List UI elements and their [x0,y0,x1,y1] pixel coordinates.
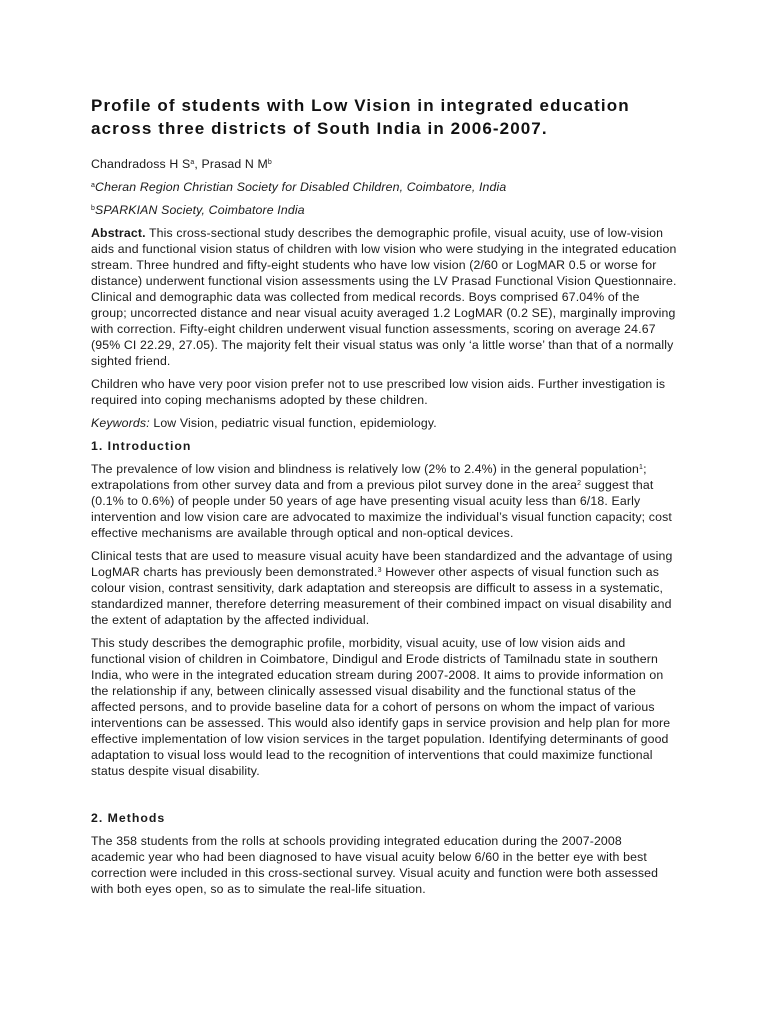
body-text: Clinical tests that are used to measure visual acuity have been standardized and the advantage of using LogMAR charts has previously been demonstrated. [91,549,673,579]
abstract-paragraph-2: Children who have very poor vision prefer not to use prescribed low vision aids. Further investigation is required into coping mechanisms adopted by these children. [91,377,666,407]
author-name: Chandradoss H S [91,157,191,171]
section-heading-methods: 2. Methods [91,811,166,825]
intro-paragraph-3: This study describes the demographic profile, morbidity, visual acuity, use of low vision aids and functional vision of children in Coimbatore, Dindigul and Erode districts of Tamilnadu state in southern India, who were in the integrated education stream during 2007-2008. It aims to provide information on the relationship if any, between clinically assessed visual disability and the functional status of the affected persons, and to provide baseline data for a cohort of persons on whom the impact of various interventions can be assessed. This would also identify gaps in service provision and help plan for more effective implementation of low vision services in the target population. Identifying determinants of good adaptation to visual loss would lead to the recognition of interventions that could maximize functional status despite visual disability. [91,636,671,778]
body-text: However other aspects of visual function such as colour vision, contrast sensitivity, dark adaptation and stereopsis are difficult to assess in a systematic, standardized manner, therefore deterring measurement of their combined impact on visual disability and the extent of adaptation by the affected individual. [91,565,672,627]
author-separator: , [194,157,202,171]
citation-mark: 1 [639,464,644,471]
affiliation-text: Cheran Region Christian Society for Disabled Children, Coimbatore, India [95,180,507,194]
keywords-label: Keywords: [91,416,150,430]
body-text: ; extrapolations from other survey data and from a previous pilot survey done in the area [91,462,647,492]
section-heading-introduction: 1. Introduction [91,439,192,453]
abstract-text: This cross-sectional study describes the demographic profile, visual acuity, use of low-vision aids and functional vision status of children with low vision who were studying in the integrated education stream. Three hundred and fifty-eight students who have low vision (2/60 or LogMAR 0.5 or worse for distance) underwent functional vision assessments using the LV Prasad Functional Vision Questionnaire. Clinical and demographic data was collected from medical records. Boys comprised 67.04% of the group; uncorrected distance and near visual acuity averaged 1.2 LogMAR (0.2 SE), marginally improving with correction. Fifty-eight children underwent visual function assessments, scoring on average 24.67 (95% CI 22.29, 27.05). The majority felt their visual status was only ‘a little worse’ than that of a normally sighted friend. [91,226,677,368]
body-text: suggest that (0.1% to 0.6%) of people under 50 years of age have presenting visual acuity less than 6/18. Early intervention and low vision care are advocated to maximize the individual’s visual function capacity; cost effective mechanisms are available through optical and non-optical devices. [91,478,672,540]
author-affiliation-mark: b [267,159,272,166]
affiliation-mark: a [91,182,96,189]
author-name: Prasad N M [201,157,268,171]
affiliation [91,202,677,218]
citation-mark: 2 [577,480,582,487]
author-line [91,156,677,172]
citation-mark: 3 [377,567,382,574]
paper-title: Profile of students with Low Vision in integrated education across three districts of South India in 2006-2007. [91,96,630,138]
keywords-line [91,415,677,431]
section-spacer [91,786,677,810]
paper-page [91,94,677,904]
body-text: The prevalence of low vision and blindness is relatively low (2% to 2.4%) in the general population [91,462,640,476]
abstract-label: Abstract. [91,226,146,240]
abstract-paragraph [91,225,677,369]
intro-paragraph-2 [91,548,677,628]
keywords-text: Low Vision, pediatric visual function, epidemiology. [149,416,437,430]
methods-paragraph-1: The 358 students from the rolls at schools providing integrated education during the 2007-2008 academic year who had been diagnosed to have visual acuity below 6/60 in the better eye with best correction were included in this cross-sectional survey. Visual acuity and function were both assessed with both eyes open, so as to simulate the real-life situation. [91,834,659,896]
affiliation-mark: b [91,205,96,212]
affiliation-text: SPARKIAN Society, Coimbatore India [95,203,305,217]
affiliation [91,179,677,195]
author-affiliation-mark: a [190,159,195,166]
intro-paragraph-1 [91,461,677,541]
